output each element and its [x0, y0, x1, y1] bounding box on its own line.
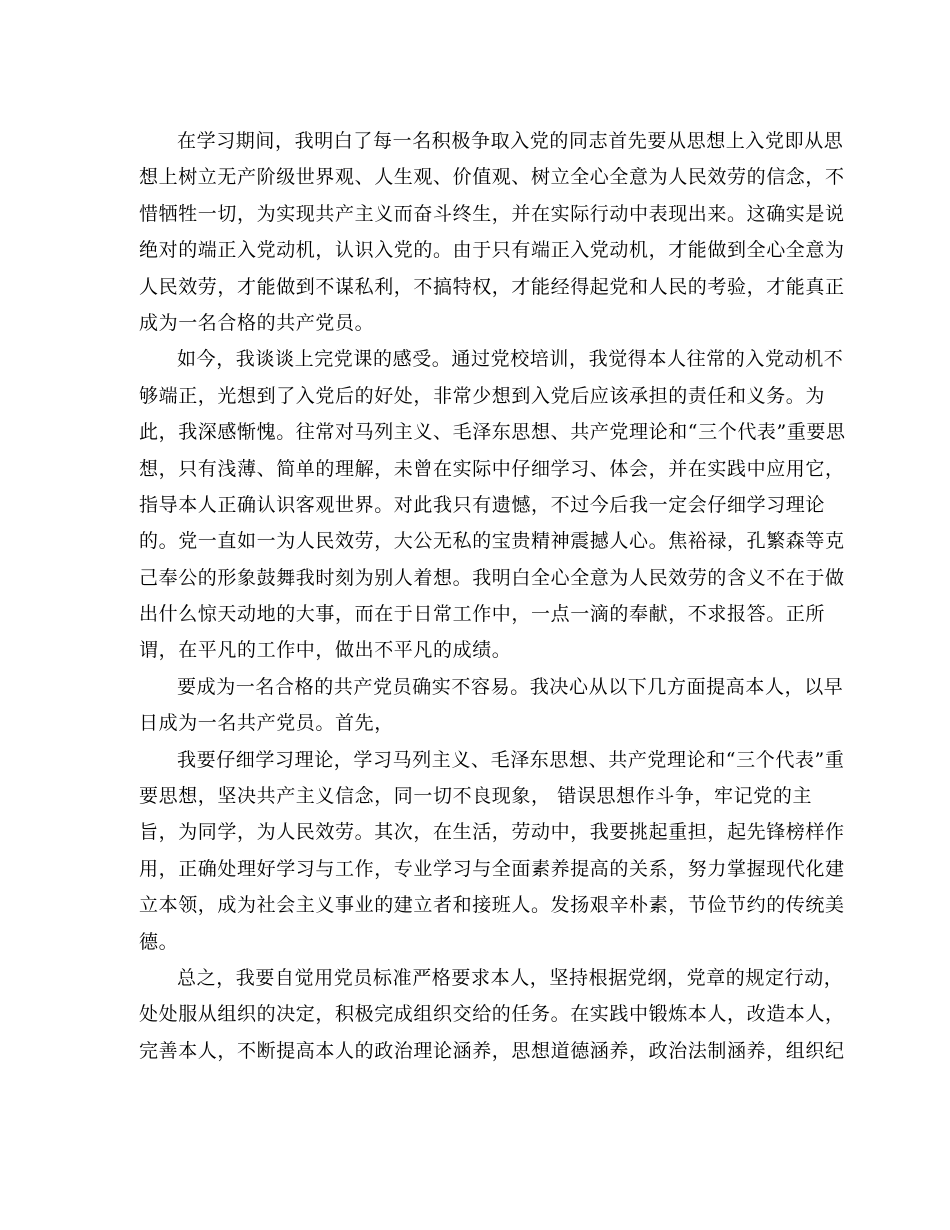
text-line: 惜牺牲一切，为实现共产主义而奋斗终生，并在实际行动中表现出来。这确实是说 — [139, 202, 845, 225]
paragraph-5 — [139, 960, 845, 1069]
text-line: 成为一名合格的共产党员。 — [139, 311, 375, 334]
text-line: 够端正，光想到了入党后的好处，非常少想到入党后应该承担的责任和义务。为 — [139, 384, 826, 407]
text-line: 指导本人正确认识客观世界。对此我只有遗憾，不过今后我一定会仔细学习理论 — [139, 493, 826, 516]
text-line: 想，只有浅薄、简单的理解，未曾在实际中仔细学习、体会，并在实践中应用它， — [139, 457, 845, 480]
text-line: 要思想，坚决共产主义信念，同一切不良现象， 错误思想作斗争，牢记党的主 — [139, 785, 813, 808]
text-line: 出什么惊天动地的大事，而在于日常工作中，一点一滴的奉献，不求报答。正所 — [139, 603, 826, 626]
text-line: 处处服从组织的决定，积极完成组织交给的任务。在实践中锻炼本人，改造本人， — [139, 1003, 845, 1026]
text-line: 我要仔细学习理论，学习马列主义、毛泽东思想、共产党理论和“三个代表”重 — [177, 748, 845, 771]
document-body — [139, 123, 846, 1069]
paragraph-2 — [139, 341, 846, 669]
text-line: 谓，在平凡的工作中，做出不平凡的成绩。 — [139, 639, 512, 662]
paragraph-1 — [139, 123, 845, 341]
paragraph-4 — [139, 742, 845, 960]
text-line: 旨，为同学，为人民效劳。其次，在生活，劳动中，我要挑起重担，起先锋榜样作 — [139, 821, 845, 844]
text-line: 人民效劳，才能做到不谋私利，不搞特权，才能经得起党和人民的考验，才能真正 — [139, 275, 845, 298]
text-line: 此，我深感惭愧。往常对马列主义、毛泽东思想、共产党理论和“三个代表”重要思 — [139, 421, 846, 444]
text-line: 如今，我谈谈上完党课的感受。通过党校培训，我觉得本人往常的入党动机不 — [177, 348, 844, 371]
text-line: 想上树立无产阶级世界观、人生观、价值观、树立全心全意为人民效劳的信念，不 — [139, 166, 845, 189]
paragraph-3 — [139, 669, 844, 742]
text-line: 日成为一名共产党员。首先， — [139, 712, 394, 735]
text-line: 总之，我要自觉用党员标准严格要求本人，坚持根据党纲，党章的规定行动， — [177, 966, 844, 989]
text-line: 立本领，成为社会主义事业的建立者和接班人。发扬艰辛朴素，节俭节约的传统美 — [139, 894, 845, 917]
text-line: 完善本人，不断提高本人的政治理论涵养，思想道德涵养，政治法制涵养，组织纪 — [139, 1039, 845, 1062]
text-line: 要成为一名合格的共产党员确实不容易。我决心从以下几方面提高本人，以早 — [177, 675, 844, 698]
text-line: 己奉公的形象鼓舞我时刻为别人着想。我明白全心全意为人民效劳的含义不在于做 — [139, 566, 845, 589]
text-line: 在学习期间，我明白了每一名积极争取入党的同志首先要从思想上入党即从思 — [177, 130, 844, 152]
text-line: 用，正确处理好学习与工作，专业学习与全面素养提高的关系，努力掌握现代化建 — [139, 857, 845, 880]
text-line: 的。党一直如一为人民效劳，大公无私的宝贵精神震撼人心。焦裕禄，孔繁森等克 — [139, 530, 845, 553]
text-line: 绝对的端正入党动机，认识入党的。由于只有端正入党动机，才能做到全心全意为 — [139, 239, 845, 262]
text-line: 德。 — [139, 930, 179, 953]
